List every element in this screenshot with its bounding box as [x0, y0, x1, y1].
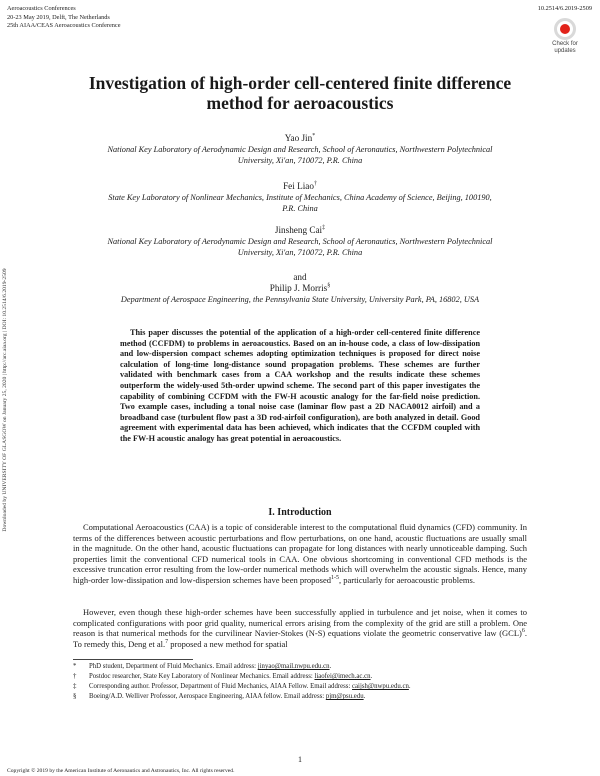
footnote-4: § Boeing/A.D. Welliver Professor, Aerospace Engineering, AIAA fellow. Email address: pjm@psu.edu.: [73, 693, 366, 700]
conference-header: [7, 5, 121, 31]
citation-ref[interactable]: 1-5: [331, 575, 340, 582]
doi-header: 10.2514/6.2019-2509: [537, 5, 592, 12]
check-updates-icon: [554, 18, 576, 40]
header-line-1: Aeroacoustics Conferences: [7, 5, 76, 12]
copyright-notice: Copyright © 2019 by the American Institute of Aeronautics and Astronautics, Inc. All rights reserved.: [7, 768, 235, 774]
footnote-3: ‡ Corresponding author. Professor, Department of Fluid Mechanics, AIAA Fellow. Email address: caijsh@nwpu.edu.cn.: [73, 683, 411, 690]
section-heading-introduction: I. Introduction: [268, 507, 332, 518]
header-line-2: 20-23 May 2019, Delft, The Netherlands: [7, 13, 110, 21]
download-stamp: [0, 200, 10, 600]
email-link[interactable]: caijsh@nwpu.edu.cn: [352, 683, 409, 690]
email-link[interactable]: jinyao@mail.nwpu.edu.cn: [257, 663, 330, 670]
author-1: Yao Jin*: [284, 132, 316, 143]
check-for-updates-badge[interactable]: [545, 18, 585, 62]
paragraph-2: However, even though these high-order schemes have been successfully applied in turbulence and jet noise, when it comes to complicated configurations with poor grid quality, numerical errors arising from the complexity of the grid are still a problem. One reason is that numerical methods for the curvilinear Navier-Stokes (N-S) equations violate the geometric conservative law (GCL)$^6$. To remedy this, Deng et al.$^7$ proposed a new method for spatial: [73, 607, 527, 649]
footnote-1: * PhD student, Department of Fluid Mechanics. Email address: jinyao@mail.nwpu.edu.cn.: [73, 663, 332, 670]
page-number: 1: [298, 755, 302, 764]
email-link[interactable]: liaofei@imech.ac.cn: [314, 673, 371, 680]
footnote-rule: [73, 659, 193, 660]
author-4: Philip J. Morris§: [269, 282, 331, 293]
footnote-2: † Postdoc researcher, State Key Laboratory of Nonlinear Mechanics. Email address: liaofei@imech.ac.cn.: [73, 673, 373, 680]
citation-ref[interactable]: 7: [165, 638, 169, 645]
affiliation-4: Department of Aerospace Engineering, the Pennsylvania State University, University Park, PA, 16802, USA: [120, 295, 480, 304]
author-3: Jinsheng Cai‡: [274, 224, 326, 235]
citation-ref[interactable]: 6: [521, 628, 525, 635]
affiliation-3: National Key Laboratory of Aerodynamic Design and Research, School of Aeronautics, Northwestern Polytechnical University, Xi'an, 710072, P.R. China: [107, 237, 493, 257]
paragraph-1: Computational Aeroacoustics (CAA) is a topic of considerable interest to the computational fluid dynamics (CFD) community. In terms of the differences between acoustic perturbations and flow perturbations, on one hand, acoustic fluctuations are usually small in the magnitude. On the other hand, acoustic fluctuations can propagate for long distances with nearly unnoticeable damping. Such properties limit the conventional CFD numerical tools in CAA. One obvious shortcoming in conventional CFD methods is the excessive truncation error resulting from the low-order numerical methods which will overwhelm the acoustic signals. Hence, many high-order low-dissipation and low-dispersion schemes have been proposed$^{1-5}$, particularly for aeroacoustic problems.: [73, 522, 527, 585]
affiliation-1: National Key Laboratory of Aerodynamic Design and Research, School of Aeronautics, Northwestern Polytechnical University, Xi'an, 710072, P.R. China: [107, 145, 493, 165]
download-stamp-text: Downloaded by UNIVERSITY OF GLASGOW on January 25, 2020 | http://arc.aiaa.org | DOI: 10.2514/6.2019-2509: [2, 268, 8, 532]
header-line-3: 25th AIAA/CEAS Aeroacoustics Conference: [7, 22, 121, 29]
author-2: Fei Liao†: [283, 180, 317, 191]
abstract: This paper discusses the potential of the application of a high-order cell-centered finite difference method (CCFDM) to problems in aeroacoustics. Based on an in-house code, a class of low-dissipation and low-dispersion compact schemes adopting optimization techniques is proposed for direct noise calculation of long-time long-distance sound propagation problems. These schemes are further validated with benchmark cases from a CAA workshop and the results indicate these schemes outperform the widely-used 5th-order upwind scheme. The second part of this paper investigates the capability of combining CCFDM with the FW-H acoustic analogy for the far-field noise prediction. Two example cases, including a tonal noise case (laminar flow past a 2D NACA0012 airfoil) and a broadband case (turbulent flow past a 3D rod-airfoil configuration), are both analyzed in detail. Good agreement with experimental data has been achieved, which indicates that the CCFDM coupled with the FW-H acoustic analogy has great potential in aeroacoustics.: [120, 328, 480, 443]
affiliation-2: State Key Laboratory of Nonlinear Mechanics, Institute of Mechanics, China Academy of Science, Beijing, 100190, P.R. China: [108, 193, 492, 213]
and-word: and: [293, 272, 307, 282]
email-link[interactable]: pjm@psu.edu: [325, 693, 364, 700]
paper-title: Investigation of high-order cell-centered finite difference method for aeroacoustics: [88, 73, 512, 113]
badge-label: Check for updates: [552, 41, 578, 54]
